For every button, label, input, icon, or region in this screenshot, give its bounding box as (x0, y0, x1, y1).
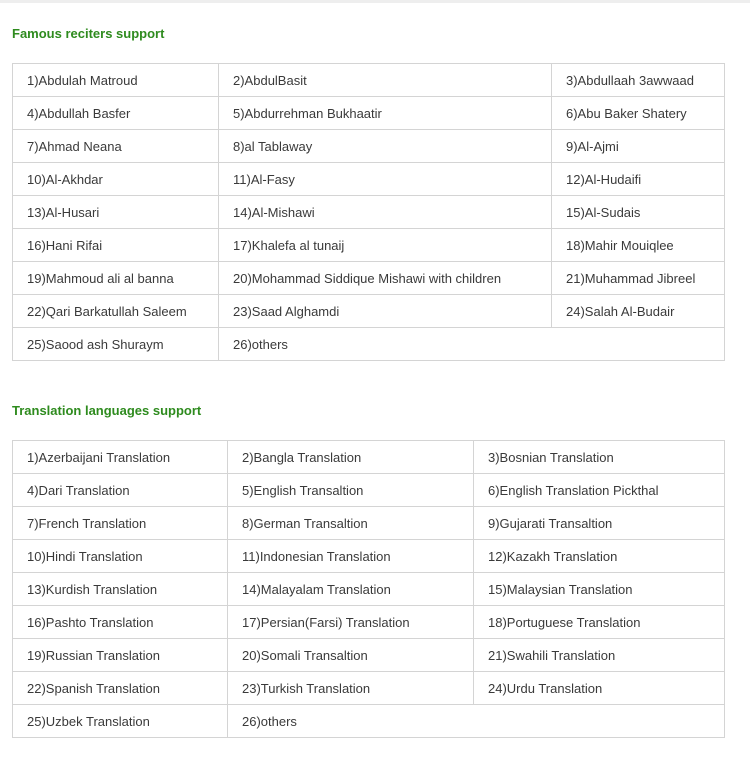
table-cell: 9)Al-Ajmi (552, 130, 725, 163)
table-cell: 7)Ahmad Neana (13, 130, 219, 163)
table-cell: 15)Al-Sudais (552, 196, 725, 229)
table-row (13, 97, 725, 130)
table-cell: 20)Somali Transaltion (228, 639, 474, 672)
table-row (13, 295, 725, 328)
table-cell: 1)Abdulah Matroud (13, 64, 219, 97)
table-cell: 16)Hani Rifai (13, 229, 219, 262)
table-cell: 26)others (219, 328, 725, 361)
translations-section-title: Translation languages support (12, 403, 202, 418)
table-cell: 5)English Transaltion (228, 474, 474, 507)
table-cell: 8)German Transaltion (228, 507, 474, 540)
table-cell: 4)Abdullah Basfer (13, 97, 219, 130)
table-cell: 18)Portuguese Translation (474, 606, 725, 639)
table-row (13, 672, 725, 705)
top-divider (0, 0, 750, 3)
table-cell: 13)Kurdish Translation (13, 573, 228, 606)
table-cell: 6)English Translation Pickthal (474, 474, 725, 507)
table-cell: 17)Khalefa al tunaij (219, 229, 552, 262)
table-cell: 26)others (228, 705, 725, 738)
table-cell: 25)Uzbek Translation (13, 705, 228, 738)
table-cell: 20)Mohammad Siddique Mishawi with children (219, 262, 552, 295)
table-cell: 4)Dari Translation (13, 474, 228, 507)
table-cell: 10)Al-Akhdar (13, 163, 219, 196)
table-row (13, 328, 725, 361)
table-row (13, 262, 725, 295)
table-cell: 3)Bosnian Translation (474, 441, 725, 474)
reciters-section-title: Famous reciters support (12, 26, 165, 41)
table-row (13, 441, 725, 474)
table-cell: 13)Al-Husari (13, 196, 219, 229)
table-cell: 14)Malayalam Translation (228, 573, 474, 606)
table-cell: 2)AbdulBasit (219, 64, 552, 97)
table-cell: 6)Abu Baker Shatery (552, 97, 725, 130)
translations-table (12, 440, 725, 738)
table-cell: 12)Kazakh Translation (474, 540, 725, 573)
table-cell: 22)Spanish Translation (13, 672, 228, 705)
table-row (13, 474, 725, 507)
table-row (13, 540, 725, 573)
table-cell: 17)Persian(Farsi) Translation (228, 606, 474, 639)
table-cell: 19)Russian Translation (13, 639, 228, 672)
table-cell: 2)Bangla Translation (228, 441, 474, 474)
reciters-table-body (13, 64, 725, 361)
table-cell: 25)Saood ash Shuraym (13, 328, 219, 361)
table-row (13, 163, 725, 196)
table-row (13, 196, 725, 229)
table-cell: 16)Pashto Translation (13, 606, 228, 639)
table-cell: 10)Hindi Translation (13, 540, 228, 573)
table-cell: 24)Salah Al-Budair (552, 295, 725, 328)
table-cell: 12)Al-Hudaifi (552, 163, 725, 196)
table-cell: 3)Abdullaah 3awwaad (552, 64, 725, 97)
table-cell: 14)Al-Mishawi (219, 196, 552, 229)
reciters-table (12, 63, 725, 361)
table-cell: 11)Indonesian Translation (228, 540, 474, 573)
table-cell: 19)Mahmoud ali al banna (13, 262, 219, 295)
table-cell: 15)Malaysian Translation (474, 573, 725, 606)
table-row (13, 573, 725, 606)
table-row (13, 130, 725, 163)
table-cell: 18)Mahir Mouiqlee (552, 229, 725, 262)
table-cell: 24)Urdu Translation (474, 672, 725, 705)
table-cell: 21)Muhammad Jibreel (552, 262, 725, 295)
table-cell: 8)al Tablaway (219, 130, 552, 163)
table-cell: 23)Saad Alghamdi (219, 295, 552, 328)
table-cell: 1)Azerbaijani Translation (13, 441, 228, 474)
table-cell: 21)Swahili Translation (474, 639, 725, 672)
table-cell: 7)French Translation (13, 507, 228, 540)
table-row (13, 606, 725, 639)
table-cell: 5)Abdurrehman Bukhaatir (219, 97, 552, 130)
table-row (13, 639, 725, 672)
table-row (13, 705, 725, 738)
table-cell: 22)Qari Barkatullah Saleem (13, 295, 219, 328)
table-cell: 9)Gujarati Transaltion (474, 507, 725, 540)
table-row (13, 507, 725, 540)
table-cell: 11)Al-Fasy (219, 163, 552, 196)
table-cell: 23)Turkish Translation (228, 672, 474, 705)
translations-table-body (13, 441, 725, 738)
table-row (13, 229, 725, 262)
table-row (13, 64, 725, 97)
